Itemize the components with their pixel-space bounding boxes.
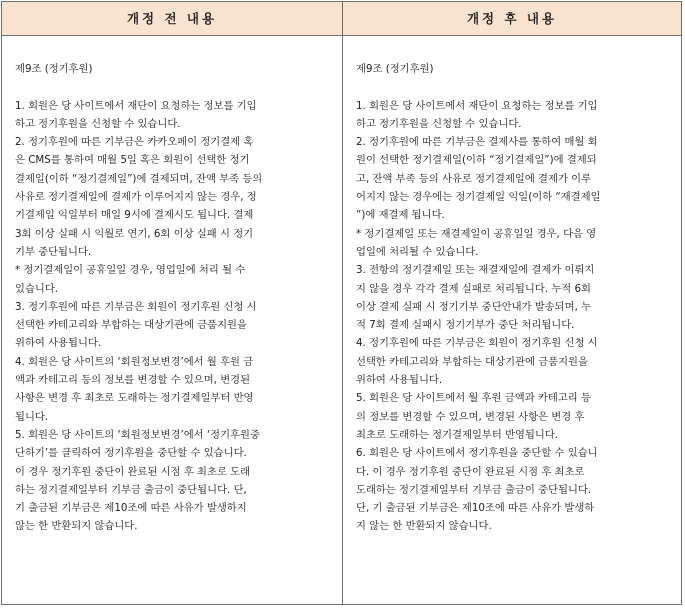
text-line: 3. 전항의 정기결제일 또는 재결재일에 결제가 이뤄지 bbox=[356, 264, 595, 277]
text-line: 5. 회원은 당 사이트에서 월 후원 금액과 카테고리 등 bbox=[356, 392, 591, 405]
article-title: 제9조 (정기후원) bbox=[15, 63, 93, 75]
text-line: 어지지 않는 경우에는 정기결제일 익일(이하 “재결제일 bbox=[356, 191, 601, 204]
text-line: 3회 이상 실패 시 익월로 연기, 6회 이상 실패 시 정기 bbox=[15, 227, 254, 240]
text-line: 4. 정기후원에 따른 기부금은 회원이 정기후원 신청 시 bbox=[356, 337, 598, 350]
text-line: 하고 정기후원을 신청할 수 있습니다. bbox=[356, 117, 522, 130]
text-line: 6. 회원은 당 사이트에서 정기후원을 중단할 수 있습니 bbox=[356, 447, 598, 460]
text-line: 의 정보를 변경할 수 있으며, 변경된 사항은 변경 후 bbox=[356, 410, 585, 423]
text-line: ”)에 재결제 됩니다. bbox=[356, 209, 445, 222]
comparison-table bbox=[1, 1, 682, 605]
text-line: 은 CMS를 통하여 매월 5일 혹은 회원이 선택한 정기 bbox=[15, 154, 250, 167]
text-line: 단, 기 출금된 기부금은 제10조에 따른 사유가 발생하 bbox=[356, 502, 595, 515]
text-line: 1. 회원은 당 사이트에서 재단이 요청하는 정보를 기입 bbox=[15, 99, 257, 112]
text-line: 다. 이 경우 정기후원 중단이 완료된 시점 후 최초로 bbox=[356, 465, 585, 478]
text-line: 사유로 정기결제일에 결제가 이루어지지 않는 경우, 정 bbox=[15, 191, 257, 204]
text-line: 업일에 처리될 수 있습니다. bbox=[356, 245, 479, 258]
text-line: * 정기결제일 또는 재결제일이 공휴일일 경우, 다음 영 bbox=[356, 227, 597, 240]
text-line: 도래하는 정기결제일부터 기부금 출금이 중단됩니다. bbox=[356, 483, 592, 496]
text-line: 5. 회원은 당 사이트의 ‘회원정보변경’에서 ‘정기후원중 bbox=[15, 428, 260, 441]
text-line: 1. 회원은 당 사이트에서 재단이 요청하는 정보를 기입 bbox=[356, 99, 598, 112]
text-line: 최초로 도래하는 정기결제일부터 반영됩니다. bbox=[356, 428, 559, 441]
cell-after bbox=[343, 36, 681, 604]
text-line: 4. 회원은 당 사이트의 ‘회원정보변경’에서 월 후원 금 bbox=[15, 355, 254, 368]
text-line: 3. 정기후원에 따른 기부금은 회원이 정기후원 신청 시 bbox=[15, 300, 257, 313]
header-after: 개정 후 내용 bbox=[343, 2, 681, 36]
before-lines bbox=[15, 97, 334, 536]
cell-before bbox=[2, 36, 342, 604]
text-line: 위하여 사용됩니다. bbox=[15, 337, 102, 350]
text-line: 결제일(이하 “정기결제일”)에 결제되며, 잔액 부족 등의 bbox=[15, 172, 263, 185]
text-line: 지 않을 경우 각각 결제 실패로 처리됩니다. 누적 6회 bbox=[356, 282, 591, 295]
spacer bbox=[15, 78, 334, 96]
text-line: 선택한 카테고리와 부합하는 대상기관에 금품지원을 bbox=[15, 319, 247, 332]
before-content bbox=[15, 60, 334, 536]
text-line: 이 경우 정기후원 중단이 완료된 시점 후 최초로 도래 bbox=[15, 465, 251, 478]
text-line: 선택한 카테고리와 부합하는 대상기관에 금품지원을 bbox=[356, 355, 588, 368]
text-line: 원이 선택한 정기결제일(이하 “정기결제일”)에 결제되 bbox=[356, 154, 597, 167]
text-line: 단하기’를 클릭하여 정기후원을 중단할 수 있습니다. bbox=[15, 447, 247, 460]
text-line: 기부 중단됩니다. bbox=[15, 245, 92, 258]
text-line: 기 출금된 기부금은 제10조에 따른 사유가 발생하지 bbox=[15, 502, 247, 515]
after-content bbox=[356, 60, 673, 536]
after-lines bbox=[356, 97, 673, 536]
text-line: 하고 정기후원을 신청할 수 있습니다. bbox=[15, 117, 181, 130]
text-line: 고, 잔액 부족 등의 사유로 정기결제일에 결제가 이루 bbox=[356, 172, 592, 185]
text-line: 않는 한 반환되지 않습니다. bbox=[15, 520, 138, 533]
text-line: 액과 카테고리 등의 정보를 변경할 수 있으며, 변경된 bbox=[15, 374, 251, 387]
text-line: 하는 정기결제일부터 기부금 출금이 중단됩니다. 단, bbox=[15, 483, 247, 496]
text-line: 2. 정기후원에 따른 기부금은 결제사를 통하여 매월 회 bbox=[356, 136, 598, 149]
text-line: 됩니다. bbox=[15, 410, 49, 423]
text-line: 기결제일 익일부터 매일 9시에 결제시도 됩니다. 결제 bbox=[15, 209, 254, 222]
text-line: 2. 정기후원에 따른 기부금은 카카오페이 정기결제 혹 bbox=[15, 136, 254, 149]
spacer bbox=[356, 78, 673, 96]
article-title: 제9조 (정기후원) bbox=[356, 63, 434, 75]
text-line: * 정기결제일이 공휴일일 경우, 영업일에 처리 될 수 bbox=[15, 264, 246, 277]
text-line: 적 7회 결제 실패시 정기기부가 중단 처리됩니다. bbox=[356, 319, 575, 332]
text-line: 위하여 사용됩니다. bbox=[356, 374, 443, 387]
text-line: 사항은 변경 후 최초로 도래하는 정기결제일부터 반영 bbox=[15, 392, 254, 405]
text-line: 있습니다. bbox=[15, 282, 59, 295]
header-before: 개정 전 내용 bbox=[2, 2, 342, 36]
text-line: 지 않는 한 반환되지 않습니다. bbox=[356, 520, 492, 533]
text-line: 이상 결제 실패 시 정기기부 중단안내가 발송되며, 누 bbox=[356, 300, 592, 313]
